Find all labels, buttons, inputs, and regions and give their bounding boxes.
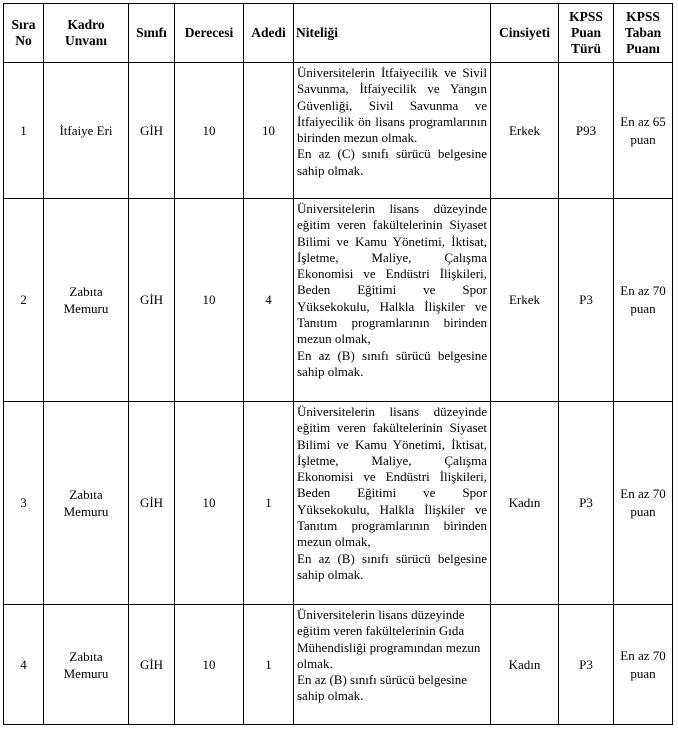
kadro-table [3,3,673,725]
niteligi-cell [294,63,491,199]
niteligi-text: Üniversitelerin İtfaiyecilik ve Sivil Savunma, İtfaiyecilik ve Yangın Güvenliği, Sivil Savunma ve İtfaiyecilik ön lisans programlarının birinden mezun olmak. En az (C) sınıfı sürücü belgesine sahip olmak. [297,65,487,178]
kpss-taban-cell: En az 65 puan [614,63,673,199]
niteligi-cell [294,199,491,402]
header-niteligi: Niteliği [294,4,491,63]
cinsiyeti-cell: Kadın [491,402,559,605]
sira-cell: 3 [4,402,44,605]
sinifi-cell: GİH [129,605,175,725]
adedi-cell: 1 [244,402,294,605]
adedi-cell: 4 [244,199,294,402]
header-sinifi: Sınıfı [129,4,175,63]
kpss-turu-cell: P3 [559,402,614,605]
header-kpss-turu: KPSS Puan Türü [559,4,614,63]
sira-cell: 1 [4,63,44,199]
cinsiyeti-cell: Kadın [491,605,559,725]
table-row [4,63,673,199]
kpss-turu-cell: P93 [559,63,614,199]
table-row [4,605,673,725]
cinsiyeti-cell: Erkek [491,63,559,199]
kpss-turu-cell: P3 [559,605,614,725]
header-kpss-taban: KPSS Taban Puanı [614,4,673,63]
kpss-taban-cell: En az 70 puan [614,199,673,402]
adedi-cell: 10 [244,63,294,199]
kadro-cell: Zabıta Memuru [44,605,129,725]
derecesi-cell: 10 [175,63,244,199]
sinifi-cell: GİH [129,402,175,605]
niteligi-text: Üniversitelerin lisans düzeyinde eğitim veren fakültelerinin Siyaset Bilimi ve Kamu Yönetimi, İktisat, İşletme, Maliye, Çalışma Ekonomisi ve Endüstri İlişkileri, Beden Eğitimi ve Spor Yüksekokulu, Halkla İlişkiler ve Tanıtım programlarının birinden mezun olmak, En az (B) sınıfı sürücü belgesine sahip olmak. [297,404,487,582]
adedi-cell: 1 [244,605,294,725]
derecesi-cell: 10 [175,199,244,402]
table-row [4,402,673,605]
kadro-cell: İtfaiye Eri [44,63,129,199]
kpss-taban-cell: En az 70 puan [614,605,673,725]
kpss-taban-cell: En az 70 puan [614,402,673,605]
header-row [4,4,673,63]
kadro-cell: Zabıta Memuru [44,402,129,605]
kpss-turu-cell: P3 [559,199,614,402]
sira-cell: 2 [4,199,44,402]
cinsiyeti-cell: Erkek [491,199,559,402]
sinifi-cell: GİH [129,199,175,402]
table-row [4,199,673,402]
kadro-cell: Zabıta Memuru [44,199,129,402]
niteligi-text: Üniversitelerin lisans düzeyinde eğitim veren fakültelerinin Siyaset Bilimi ve Kamu Yönetimi, İktisat, İşletme, Maliye, Çalışma Ekonomisi ve Endüstri İlişkileri, Beden Eğitimi ve Spor Yüksekokulu, Halkla İlişkiler ve Tanıtım programlarının birinden mezun olmak, En az (B) sınıfı sürücü belgesine sahip olmak. [297,201,487,379]
header-adedi: Adedi [244,4,294,63]
niteligi-cell [294,402,491,605]
header-sira: Sıra No [4,4,44,63]
sinifi-cell: GİH [129,63,175,199]
sira-cell: 4 [4,605,44,725]
header-derecesi: Derecesi [175,4,244,63]
header-cinsiyeti: Cinsiyeti [491,4,559,63]
derecesi-cell: 10 [175,402,244,605]
niteligi-text: Üniversitelerin lisans düzeyinde eğitim veren fakültelerinin Gıda Mühendisliği programından mezun olmak. En az (B) sınıfı sürücü belgesine sahip olmak. [297,607,481,704]
header-kadro: Kadro Unvanı [44,4,129,63]
niteligi-cell [294,605,491,725]
derecesi-cell: 10 [175,605,244,725]
